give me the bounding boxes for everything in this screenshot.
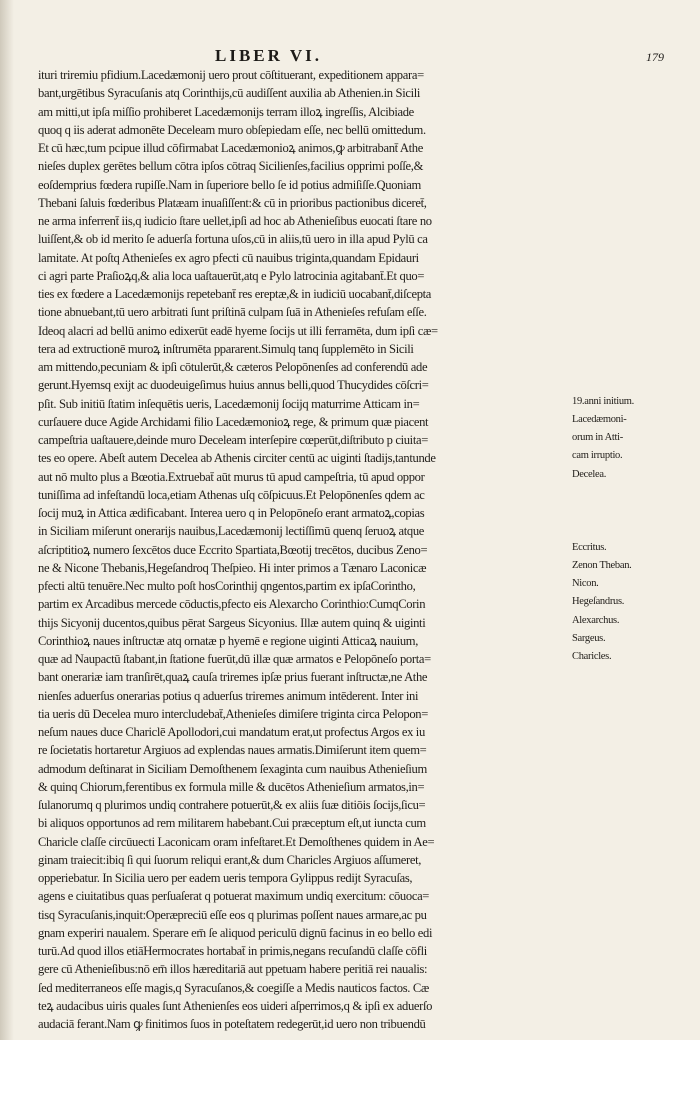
- text-line: agens e ciuitatibus quas perſuaſerat q potuerat maximum undiq exercitum: cōuoca=: [38, 889, 430, 904]
- margin-note: Charicles.: [572, 651, 612, 662]
- text-line: neſum naues duce Chariclē Apollodori,cui mandatum erat,ut profectus Argos ex iu: [38, 725, 425, 739]
- text-line: teꝝ audacibus uiris quales ſunt Athenienſes eos uideri aſperrimos,q & ipſi ex aduerſo: [38, 998, 433, 1013]
- text-line: eoſdemprius fœdera rupiſſe.Nam in ſuperiore bello ſe id potius admiſiſſe.Quoniam: [38, 177, 421, 192]
- text-line: luiſſent,& ob id merito ſe aduerſa fortuna uſos,cū in aliis,tū uero in illa apud Pylū ca: [38, 232, 428, 247]
- text-line: thijs Sicyonij ducentos,quibus pērat Sargeus Sicyonius. Illæ autem quinq & uiginti: [38, 615, 426, 630]
- margin-note: Nicon.: [572, 578, 599, 589]
- text-line: Et cū hæc,tum pcipue illud cōfirmabat Lacedæmonioꝝ animos,ꝙ arbitrabant̄ Athe: [38, 141, 423, 155]
- text-line: Thebani ſaluis fœderibus Platæam inuaſiſſent:& cū in prioribus pactionibus diceret̄,: [38, 195, 427, 210]
- text-line: tes eo opere. Abeſt autem Decelea ab Athenis circiter centū ac uiginti ſtadijs,tantunde: [38, 451, 436, 466]
- text-line: pfecti altū tenuēre.Nec multo poſt hosCorinthij qngentos,partim ex ipſaCorintho,: [38, 579, 416, 593]
- page-number: 179: [646, 50, 664, 64]
- text-line: tera ad extructionē muroꝝ inſtrumēta ppararent.Simulq tanq ſupplemēto in Sicili: [38, 341, 414, 356]
- margin-note: Hegeſandrus.: [572, 596, 625, 608]
- text-line: aut nō multo plus a Bœotia.Extruebat̄ aūt murus tū apud campeſtria, tū apud oppor: [38, 469, 425, 484]
- margin-note: Lacedæmoni-: [572, 413, 627, 425]
- text-line: nienſes aduerſus onerarias potius q aduerſus triremes animum intēderent. Inter ini: [38, 688, 419, 703]
- text-line: tia ueris dū Decelea muro intercludebat̄,Athenieſes dimiſere triginta circa Pelopon=: [38, 706, 428, 721]
- text-line: turū.Ad quod illos etiāHermocrates hortabat̄ in primis,negans recuſandū claſſe cōfli: [38, 944, 427, 958]
- text-line: ituri triremiu pfidium.Lacedæmonij uero prout cōſtituerant, expeditionem appara=: [38, 68, 424, 82]
- text-line: in Siciliam miſerunt onerarijs nauibus,Lacedæmonij lectiſſimū quenq ſeruoꝝ atque: [38, 524, 425, 539]
- margin-note: Eccritus.: [572, 541, 607, 553]
- text-line: Corinthioꝝ naues inſtructæ atq ornatæ p hyemē e regione uiginti Atticaꝝ nauium,: [38, 633, 419, 648]
- text-line: partim ex Arcadibus mercede cōductis,pfecto eis Alexarcho Corinthio:CumqCorin: [38, 597, 426, 612]
- text-line: ne & Nicone Thebanis,Hegeſandroq Theſpieo. Hi inter primos a Tænaro Laconicæ: [38, 560, 427, 575]
- text-line: ties ex fœdere a Lacedæmonijs repetebant̄ res ereptæ,& in iudiciū uocabant̄,diſcepta: [38, 287, 432, 301]
- body-text: [38, 66, 572, 1033]
- text-line: ſocij muꝝ in Attica ædificabant. Interea uero q in Pelopōneſo erant armatoꝝ,copias: [38, 506, 425, 520]
- text-line: tuniſſima ad infeſtandū loca,etiam Athenas uſq cōſpicuus.Et Pelopōnenſes qdem ac: [38, 487, 425, 502]
- text-line: lamitate. At poſtq Athenieſes ex agro pfecti cū nauibus triginta,quandam Epidauri: [38, 250, 419, 265]
- text-line: nieſes duplex gerētes bellum cōtra ipſos cōtraq Sicilienſes,facilius opprimi poſſe,&: [38, 159, 424, 174]
- margin-note: Alexarchus.: [572, 614, 620, 626]
- text-line: bi aliquos opportunos ad rem militarem habebant.Cui præceptum eſt,ut iuncta cum: [38, 816, 426, 831]
- text-line: bant,urgētibus Syracuſanis atq Corinthijs,cū audiſſent auxilia ab Athenien.in Sicili: [38, 86, 421, 101]
- text-line: curſauere duce Agide Archidami filio Lacedæmonioꝝ rege, & primum quæ piacent: [38, 414, 429, 429]
- margin-note: 19.anni initium.: [572, 395, 634, 407]
- text-line: quoq q iis aderat admonēte Deceleam muro obſepiedam eſſe, nec bellū omittedum.: [38, 122, 426, 137]
- text-line: Ideoq alacri ad bellū animo edixerūt eadē hyeme ſocijs ut illi ferramēta, dum ipſi cæ=: [38, 323, 438, 338]
- margin-note: cam irruptio.: [572, 450, 623, 462]
- margin-note: Decelea.: [572, 468, 607, 480]
- text-line: ginam traiecit:ibiq ſi qui ſuorum reliqui erant,& dum Charicles Argiuos aſſumeret,: [38, 852, 422, 867]
- text-line: ne arma inferrent̄ iis,q iudicio ſtare uellet,ipſi ad hoc ab Athenieſibus euocati ſtare no: [38, 214, 432, 228]
- text-line: am mittendo,pecuniam & ipſi cōtulerūt,& cæteros Pelopōnenſes ad conferendū ade: [38, 360, 428, 374]
- text-line: re ſocietatis hortaretur Argiuos ad explendas naues armatis.Dimiſerunt item quem=: [38, 743, 427, 758]
- text-line: admodum deſtinarat in Siciliam Demoſthenem ſexaginta cum nauibus Athenieſium: [38, 761, 427, 776]
- text-line: campeſtria uaſtauere,deinde muro Deceleam interſepire cœperūt,diſtributo p ciuita=: [38, 433, 428, 447]
- text-line: & quinq Chiorum,ferentibus ex formula mille & ducētos Athenieſium armatos,in=: [38, 779, 425, 794]
- page-bottom-blank: [0, 1040, 700, 1104]
- text-line: gerunt.Hyemsq exijt ac duodeuigeſimus huius annus belli,quod Thucydides cōſcri=: [38, 378, 429, 393]
- margin-note: orum in Atti-: [572, 432, 623, 443]
- text-line: ci agri parte Praſioꝝq,& alia loca uaſtauerūt,atq e Pylo latrocinia agitabant̄.Et quo=: [38, 268, 425, 283]
- text-line: audaciā ferant.Nam ꝙ finitimos ſuos in poteſtatem redegerūt,id uero non tribuendū: [38, 1017, 426, 1031]
- text-line: tione abnuebant,tū uero arbitrati ſunt priſtinā culpam ſuā in Athenieſes refuſam eſſe.: [38, 305, 427, 320]
- text-line: gnam experiri naualem. Sperare em̄ ſe aliquod periculū dignū facinus in eo bello edi: [38, 925, 433, 940]
- text-line: Charicle claſſe circūuecti Laconicam oram infeſtaret.Et Demoſthenes quidem in Ae=: [38, 834, 435, 849]
- gutter-shadow: [0, 0, 14, 1104]
- margin-note: Sargeus.: [572, 632, 606, 644]
- text-line: pſit. Sub initiū ſtatim inſequētis ueris, Lacedæmonij ſocijq maturrime Atticam in=: [38, 396, 420, 411]
- running-title: LIBER VI.: [215, 46, 322, 65]
- text-line: opperiebatur. In Sicilia uero per eadem ueris tempora Gylippus redijt Syracuſas,: [38, 871, 413, 885]
- margin-note: Zenon Theban.: [572, 559, 632, 571]
- text-line: bant onerariæ iam tranſirēt,quaꝝ cauſa triremes ipſæ prius fuerant inſtructæ,ne Athe: [38, 670, 428, 685]
- text-line: aſcriptitioꝝ numero ſexcētos duce Eccrito Spartiata,Bœotij trecētos, ducibus Zeno=: [38, 542, 428, 557]
- text-line: tisq Syracuſanis,inquit:Operæpreciū eſſe eos q plurimas poſſent naues armare,ac pu: [38, 907, 427, 922]
- text-line: ſulanorumq q plurimos undiq contrahere potuerūt,& ex aliis ſuæ ditiōis ſocijs,ſicu=: [38, 798, 426, 812]
- text-line: quæ ad Naupactū ſtabant,in ſtatione fuerūt,dū illæ quæ armatos e Pelopōneſo porta=: [38, 652, 431, 666]
- text-line: ſed mediterraneos eſſe magis,q Syracuſanos,& coegiſſe a Medis nauticos factos. Cæ: [38, 980, 429, 995]
- text-line: gere cū Athenieſibus:nō em̄ illos hæreditariā aut ppetuam habere peritiā rei naualis:: [38, 962, 428, 977]
- text-line: am mitti,ut ipſa miſſio prohiberet Lacedæmonijs terram illoꝝ ingreſſis, Alcibiade: [38, 104, 414, 119]
